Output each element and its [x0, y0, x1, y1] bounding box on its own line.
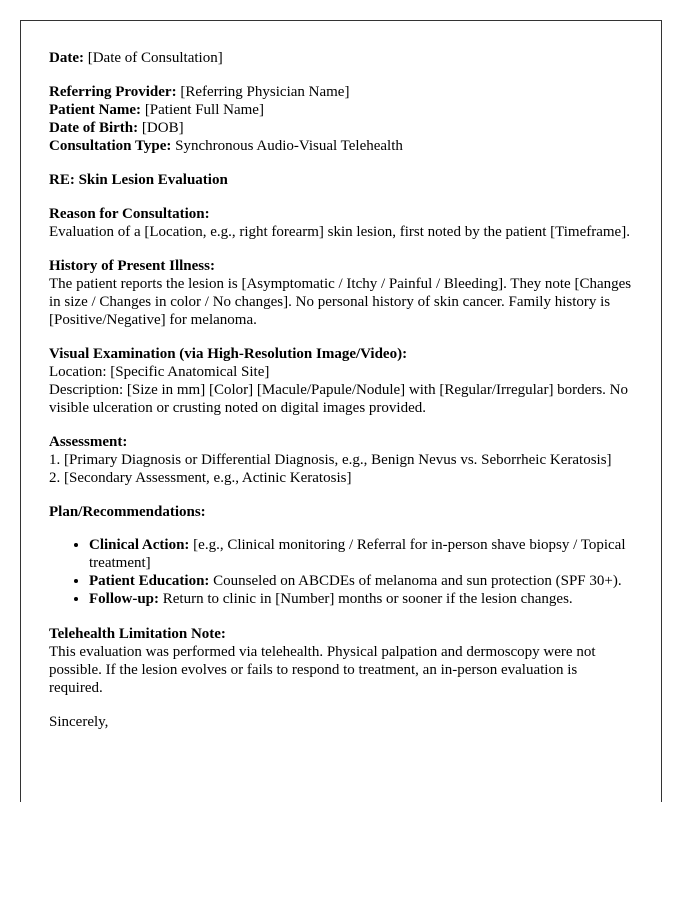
re-subject: RE: Skin Lesion Evaluation	[49, 172, 228, 188]
plan-item-label: Patient Education:	[89, 573, 210, 589]
plan-heading-line	[49, 503, 633, 521]
header-fields	[49, 83, 633, 155]
reason-section	[49, 205, 633, 241]
patient-name-value: [Patient Full Name]	[144, 102, 264, 118]
assessment-section	[49, 433, 633, 487]
exam-location: Location: [Specific Anatomical Site]	[49, 364, 270, 380]
consultation-type-label: Consultation Type:	[49, 138, 172, 154]
date-line	[49, 49, 633, 67]
referring-provider-value: [Referring Physician Name]	[180, 84, 350, 100]
plan-item-text: Return to clinic in [Number] months or sooner if the lesion changes.	[162, 591, 573, 607]
date-value: [Date of Consultation]	[87, 50, 223, 66]
plan-item-text: [e.g., Clinical monitoring / Referral for in-person shave biopsy / Topical treatment]	[89, 537, 626, 571]
exam-description: Description: [Size in mm] [Color] [Macule/Papule/Nodule] with [Regular/Irregular] borders. No visible ulceration or crusting noted on digital images provided.	[49, 382, 629, 416]
hpi-section	[49, 257, 633, 329]
hpi-text: The patient reports the lesion is [Asymptomatic / Itchy / Painful / Bleeding]. They note [Changes in size / Changes in color / No changes]. No personal history of skin cancer. Family history is [Positive/Negative] for melanoma.	[49, 276, 632, 328]
closing: Sincerely,	[49, 714, 109, 730]
consultation-type-value: Synchronous Audio-Visual Telehealth	[175, 138, 403, 154]
limitation-section	[49, 625, 633, 697]
plan-item-text: Counseled on ABCDEs of melanoma and sun protection (SPF 30+).	[213, 573, 622, 589]
plan-item	[89, 536, 633, 572]
limitation-heading: Telehealth Limitation Note:	[49, 626, 226, 642]
plan-list	[49, 536, 633, 608]
plan-item-label: Follow-up:	[89, 591, 160, 607]
date-label: Date:	[49, 50, 84, 66]
plan-item-label: Clinical Action:	[89, 537, 190, 553]
plan-heading: Plan/Recommendations:	[49, 504, 206, 520]
referring-provider-label: Referring Provider:	[49, 84, 177, 100]
plan-item	[89, 590, 633, 608]
assessment-item: 2. [Secondary Assessment, e.g., Actinic Keratosis]	[49, 470, 352, 486]
reason-heading: Reason for Consultation:	[49, 206, 210, 222]
dob-value: [DOB]	[141, 120, 184, 136]
limitation-text: This evaluation was performed via telehealth. Physical palpation and dermoscopy were not possible. If the lesion evolves or fails to respond to treatment, an in-person evaluation is required.	[49, 644, 596, 696]
reason-text: Evaluation of a [Location, e.g., right forearm] skin lesion, first noted by the patient [Timeframe].	[49, 224, 630, 240]
exam-section	[49, 345, 633, 417]
patient-name-label: Patient Name:	[49, 102, 142, 118]
assessment-item: 1. [Primary Diagnosis or Differential Diagnosis, e.g., Benign Nevus vs. Seborrheic Keratosis]	[49, 452, 612, 468]
consultation-letter	[20, 20, 662, 802]
exam-heading: Visual Examination (via High-Resolution Image/Video):	[49, 346, 408, 362]
plan-item	[89, 572, 633, 590]
assessment-heading: Assessment:	[49, 434, 128, 450]
re-line	[49, 171, 633, 189]
dob-label: Date of Birth:	[49, 120, 139, 136]
hpi-heading: History of Present Illness:	[49, 258, 215, 274]
